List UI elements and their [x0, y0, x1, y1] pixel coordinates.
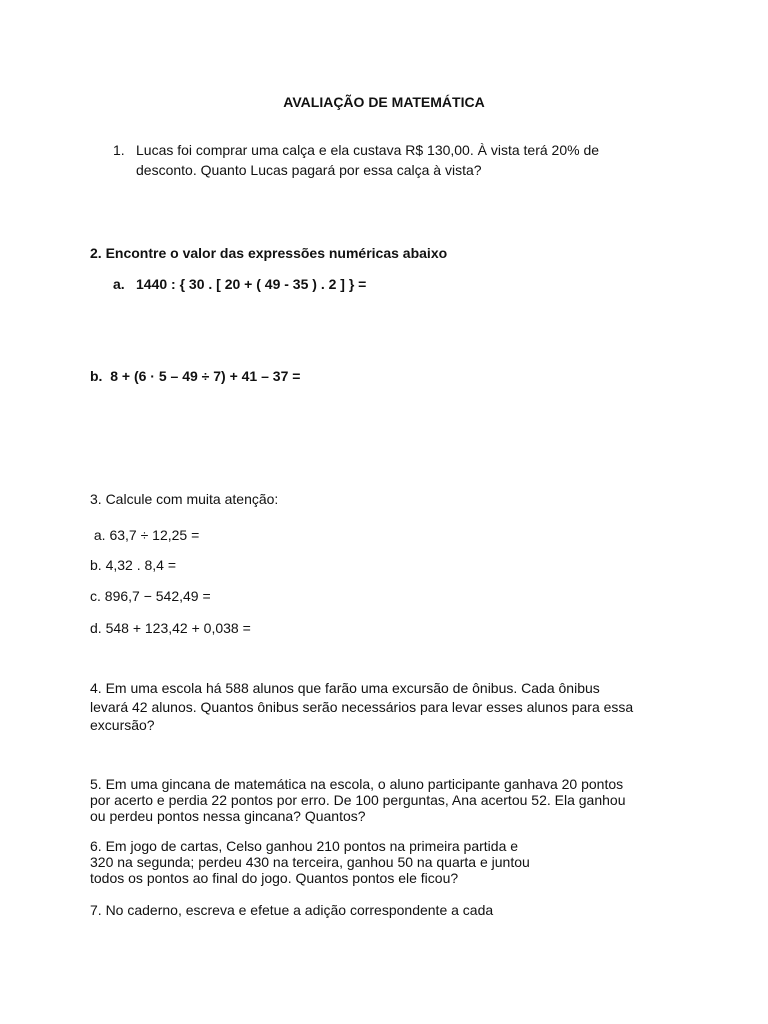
- question-7-line-1: 7. No caderno, escreva e efetue a adição correspondente a cada: [90, 902, 494, 918]
- question-3-heading: 3. Calcule com muita atenção:: [90, 491, 279, 507]
- question-3d: d. 548 + 123,42 + 0,038 =: [90, 620, 251, 636]
- question-2-heading: 2. Encontre o valor das expressões numéricas abaixo: [90, 245, 448, 261]
- question-1-number: 1.: [113, 142, 125, 158]
- question-5-line-1: 5. Em uma gincana de matemática na escola, o aluno participante ganhava 20 pontos: [90, 776, 624, 792]
- question-6-line-2: 320 na segunda; perdeu 430 na terceira, ganhou 50 na quarta e juntou: [90, 854, 530, 870]
- question-5-line-2: por acerto e perdia 22 pontos por erro. De 100 perguntas, Ana acertou 52. Ela ganhou: [90, 792, 626, 808]
- question-2a-expression: 1440 : { 30 . [ 20 + ( 49 - 35 ) . 2 ] } =: [136, 276, 367, 292]
- question-2b-expression: b. 8 + (6 · 5 – 49 ÷ 7) + 41 – 37 =: [90, 368, 301, 384]
- question-3c: c. 896,7 − 542,49 =: [90, 588, 211, 604]
- question-5-line-3: ou perdeu pontos nessa gincana? Quantos?: [90, 808, 366, 824]
- question-1-line-1: Lucas foi comprar uma calça e ela custava R$ 130,00. À vista terá 20% de: [136, 142, 600, 158]
- question-3b: b. 4,32 . 8,4 =: [90, 557, 177, 573]
- question-6-line-1: 6. Em jogo de cartas, Celso ganhou 210 pontos na primeira partida e: [90, 838, 519, 854]
- question-2a-label: a.: [113, 276, 125, 292]
- question-1-line-2: desconto. Quanto Lucas pagará por essa calça à vista?: [136, 162, 482, 178]
- question-4-line-2: levará 42 alunos. Quantos ônibus serão necessários para levar esses alunos para essa: [90, 699, 634, 715]
- question-4-line-1: 4. Em uma escola há 588 alunos que farão uma excursão de ônibus. Cada ônibus: [90, 680, 600, 696]
- question-6-line-3: todos os pontos ao final do jogo. Quantos pontos ele ficou?: [90, 870, 459, 886]
- question-4-line-3: excursão?: [90, 717, 155, 733]
- question-3a: a. 63,7 ÷ 12,25 =: [90, 527, 200, 543]
- page-title: AVALIAÇÃO DE MATEMÁTICA: [283, 94, 485, 110]
